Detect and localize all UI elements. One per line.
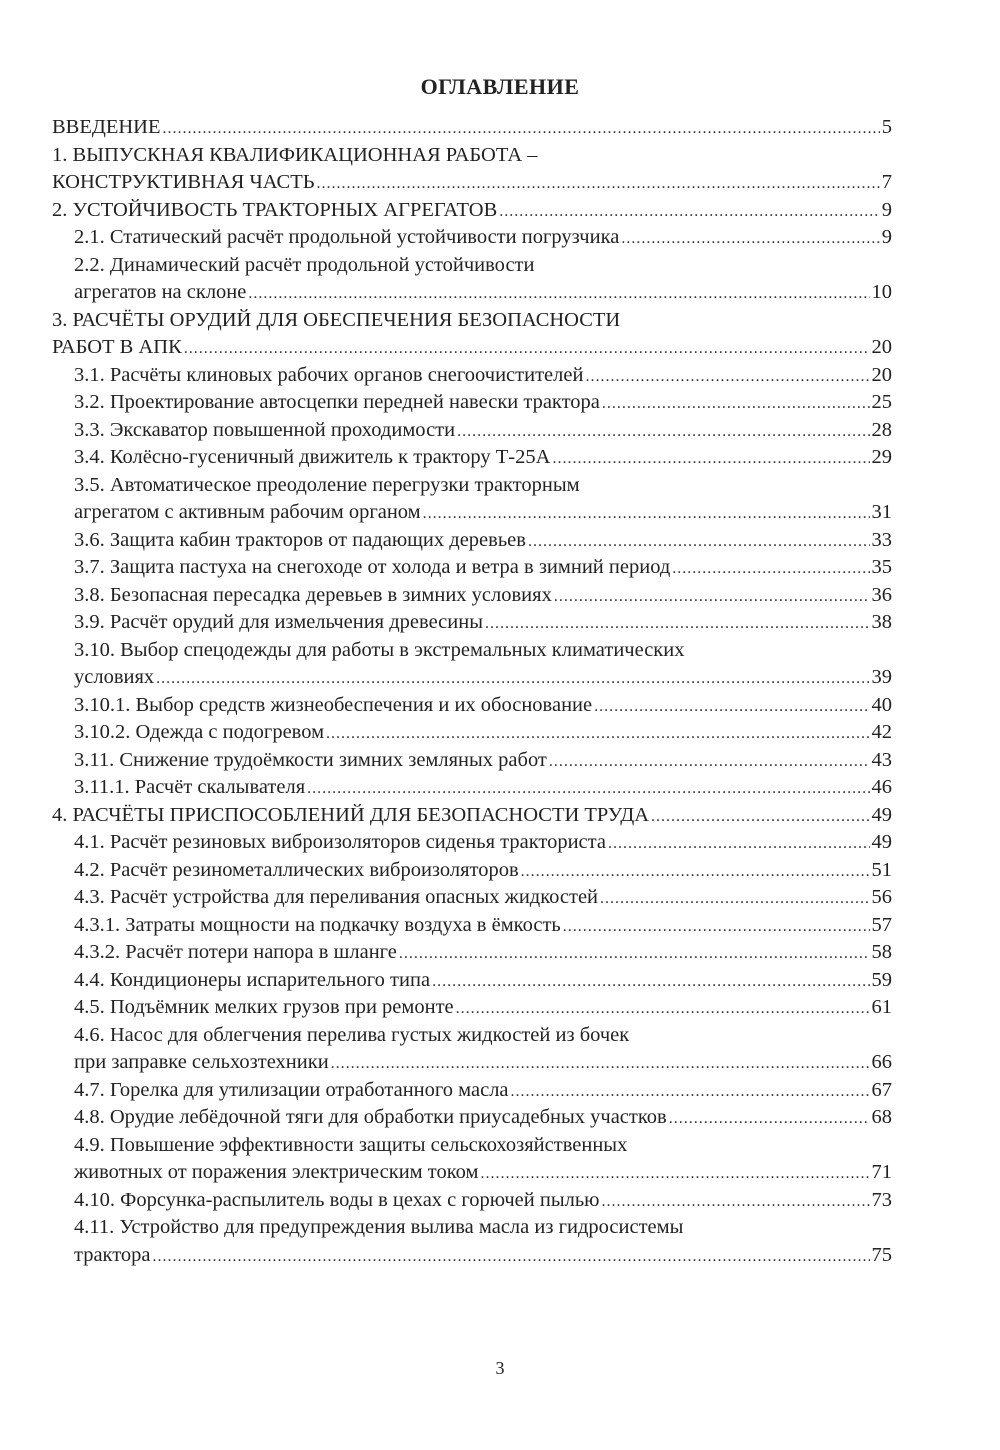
toc-leader-dots [317,170,880,198]
toc-entry-page: 51 [871,858,892,881]
toc-entry-title-cont: трактора [74,1243,151,1266]
toc-entry [52,609,892,637]
toc-entry-title: 3.5. Автоматическое преодоление перегрузки тракторным [74,473,580,496]
toc-entry-title: 3.4. Колёсно-гусеничный движитель к трактору Т-25А [74,446,551,468]
toc-entry-continuation [52,499,892,527]
toc-entry-title: 3.10.2. Одежда с подогревом [74,721,325,743]
page-number: 3 [495,1358,505,1378]
toc-entry-title: 4. РАСЧЁТЫ ПРИСПОСОБЛЕНИЙ ДЛЯ БЕЗОПАСНОСТИ ТРУДА [52,803,650,826]
toc-entry [52,1187,892,1215]
toc-entry [52,857,892,885]
toc-entry [52,444,892,472]
toc-entry-title: 4.8. Орудие лебёдочной тяги для обработки приусадебных участков [74,1106,667,1128]
toc-leader-dots [600,885,869,913]
toc-leader-dots [549,748,870,776]
toc-entry-title: 4.9. Повышение эффективности защиты сельскохозяйственных [74,1133,628,1156]
toc-entry [52,1132,892,1160]
toc-entry [52,114,892,142]
toc-entry-page: 49 [871,803,892,826]
toc-entry-title-cont: агрегатов на склоне [74,281,247,303]
toc-entry [52,692,892,720]
toc-leader-dots [153,1243,870,1271]
toc-entry [52,582,892,610]
toc-leader-dots [331,1050,870,1078]
toc-leader-dots [585,363,869,391]
toc-leader-dots [669,1105,870,1133]
page-title: ОГЛАВЛЕНИЕ [420,74,580,99]
toc-entry-page: 68 [871,1106,892,1128]
toc-entry [52,554,892,582]
toc-entry-page: 31 [871,501,892,523]
toc-leader-dots [307,775,869,803]
toc-entry-title: 3.2. Проектирование автосцепки передней навески трактора [74,391,600,413]
toc-entry-page: 7 [881,171,892,193]
toc-entry [52,1214,892,1242]
toc-entry-title: 4.5. Подъёмник мелких грузов при ремонте [74,996,454,1018]
toc-entry [52,912,892,940]
toc-entry-page: 5 [881,116,892,138]
toc-leader-dots [156,665,869,693]
toc-leader-dots [184,335,870,363]
toc-entry-title-cont: РАБОТ В АПК [52,336,182,358]
toc-entry [52,994,892,1022]
toc-leader-dots [399,940,870,968]
toc-entry-page: 40 [871,693,892,716]
toc-entry [52,307,892,335]
toc-leader-dots [480,1160,869,1188]
toc-entry-page: 59 [871,968,892,991]
toc-leader-dots [672,555,869,583]
toc-entry-title: 4.6. Насос для облегчения перелива густых жидкостей из бочек [74,1023,630,1046]
toc-leader-dots [248,280,869,308]
toc-entry-title: 4.2. Расчёт резинометаллических виброизоляторов [74,858,519,881]
toc-entry-title: 4.3.1. Затраты мощности на подкачку воздуха в ёмкость [74,913,561,936]
toc-entry-page: 33 [871,528,892,551]
toc-entry [52,829,892,857]
toc-entry-continuation [52,1049,892,1077]
toc-entry-page: 56 [871,886,892,908]
toc-entry [52,939,892,967]
toc-leader-dots [432,968,869,996]
toc-entry [52,1022,892,1050]
toc-entry [52,967,892,995]
toc-entry [52,1077,892,1105]
toc-entry-continuation [52,169,892,197]
toc-entry [52,224,892,252]
toc-entry-page: 42 [871,721,892,743]
toc-entry-continuation [52,1242,892,1270]
toc-leader-dots [651,803,869,831]
toc-leader-dots [602,390,870,418]
toc-entry-page: 67 [871,1078,892,1101]
toc-entry-page: 57 [871,913,892,936]
toc-entry-page: 46 [871,776,892,798]
toc-entry-page: 36 [871,583,892,606]
toc-leader-dots [485,610,870,638]
toc-entry-page: 71 [871,1161,892,1183]
toc-leader-dots [601,1188,869,1216]
toc-entry-page: 49 [871,831,892,853]
toc-entry-continuation [52,664,892,692]
toc-entry [52,637,892,665]
toc-entry-title: 3.8. Безопасная пересадка деревьев в зимних условиях [74,583,552,606]
toc-entry-title: 4.10. Форсунка-распылитель воды в цехах с горючей пылью [74,1188,600,1211]
toc-entry-title: 1. ВЫПУСКНАЯ КВАЛИФИКАЦИОННАЯ РАБОТА – [52,143,538,166]
toc-entry [52,527,892,555]
toc-entry-page: 58 [871,941,892,963]
toc-entry-page: 9 [881,198,892,221]
toc-entry-page: 39 [871,666,892,688]
toc-entry [52,747,892,775]
toc-entry-page: 25 [871,391,892,413]
toc-entry-page: 73 [871,1188,892,1211]
toc-entry-page: 35 [871,556,892,578]
toc-entry-title: 3.9. Расчёт орудий для измельчения древесины [74,611,483,633]
toc-leader-dots [457,418,869,446]
toc-entry-page: 66 [871,1051,892,1073]
toc-leader-dots [552,445,869,473]
toc-entry-title: 4.7. Горелка для утилизации отработанного масла [74,1078,509,1101]
toc-entry-title: 3.11. Снижение трудоёмкости зимних земляных работ [74,748,547,771]
toc-leader-dots [554,583,870,611]
toc-entry [52,774,892,802]
toc-entry-page: 75 [871,1243,892,1266]
toc-entry-title-cont: при заправке сельхозтехники [74,1051,329,1073]
toc-entry [52,362,892,390]
toc-entry-title: 3.10. Выбор спецодежды для работы в экстремальных климатических [74,638,685,661]
toc-entry [52,197,892,225]
toc-entry-title: 4.3.2. Расчёт потери напора в шланге [74,941,397,963]
toc-entry [52,719,892,747]
toc-entry-title: 4.3. Расчёт устройства для переливания опасных жидкостей [74,886,599,908]
toc-entry [52,884,892,912]
toc-entry-page: 61 [871,996,892,1018]
toc-entry [52,142,892,170]
toc-entry-title: 3.7. Защита пастуха на снегоходе от холода и ветра в зимний период [74,556,671,578]
toc-entry-title: ВВЕДЕНИЕ [52,116,161,138]
toc-entry-title: 3.3. Экскаватор повышенной проходимости [74,418,456,441]
toc-entry-title-cont: агрегатом с активным рабочим органом [74,501,421,523]
toc-entry [52,389,892,417]
toc-entry-title: 4.11. Устройство для предупреждения вылива масла из гидросистемы [74,1216,684,1238]
toc-entry-title: 2.1. Статический расчёт продольной устойчивости погрузчика [74,226,620,248]
toc-entry-title: 2. УСТОЙЧИВОСТЬ ТРАКТОРНЫХ АГРЕГАТОВ [52,198,498,221]
toc-entry-page: 38 [871,611,892,633]
toc-entry-page: 29 [871,446,892,468]
toc-entry-page: 28 [871,418,892,441]
toc-leader-dots [594,693,869,721]
toc-entry-page: 10 [871,281,892,303]
toc-leader-dots [511,1078,870,1106]
toc-entry-page: 43 [871,748,892,771]
toc-entry-title: 4.4. Кондиционеры испарительного типа [74,968,431,991]
toc-entry [52,1104,892,1132]
toc-entry-continuation [52,334,892,362]
toc-entry-title: 3.10.1. Выбор средств жизнеобеспечения и их обоснование [74,693,593,716]
toc-leader-dots [326,720,869,748]
toc-leader-dots [499,198,879,226]
toc-entry-continuation [52,279,892,307]
toc-leader-dots [456,995,870,1023]
toc-entry-title-cont: условиях [74,666,155,688]
toc-entry [52,252,892,280]
toc-entry [52,417,892,445]
toc-entry-title: 3.1. Расчёты клиновых рабочих органов снегоочистителей [74,363,584,386]
toc-entry-page: 20 [871,363,892,386]
toc-entry-title: 3.11.1. Расчёт скалывателя [74,776,306,798]
toc-entry-title-cont: животных от поражения электрическим током [74,1161,479,1183]
toc-entry-title: 3.6. Защита кабин тракторов от падающих деревьев [74,528,526,551]
toc-leader-dots [423,500,870,528]
toc-leader-dots [563,913,870,941]
toc-entry-page: 20 [871,336,892,358]
toc-leader-dots [163,115,880,143]
table-of-contents [52,114,892,1269]
toc-entry-page: 9 [881,226,892,248]
toc-entry [52,472,892,500]
toc-entry [52,802,892,830]
toc-entry-title: 3. РАСЧЁТЫ ОРУДИЙ ДЛЯ ОБЕСПЕЧЕНИЯ БЕЗОПАСНОСТИ [52,308,621,331]
toc-leader-dots [528,528,870,556]
toc-entry-continuation [52,1159,892,1187]
toc-leader-dots [521,858,870,886]
toc-leader-dots [621,225,879,253]
toc-entry-title-cont: КОНСТРУКТИВНАЯ ЧАСТЬ [52,171,315,193]
toc-entry-title: 2.2. Динамический расчёт продольной устойчивости [74,253,535,276]
toc-leader-dots [608,830,870,858]
toc-entry-title: 4.1. Расчёт резиновых виброизоляторов сиденья тракториста [74,831,606,853]
